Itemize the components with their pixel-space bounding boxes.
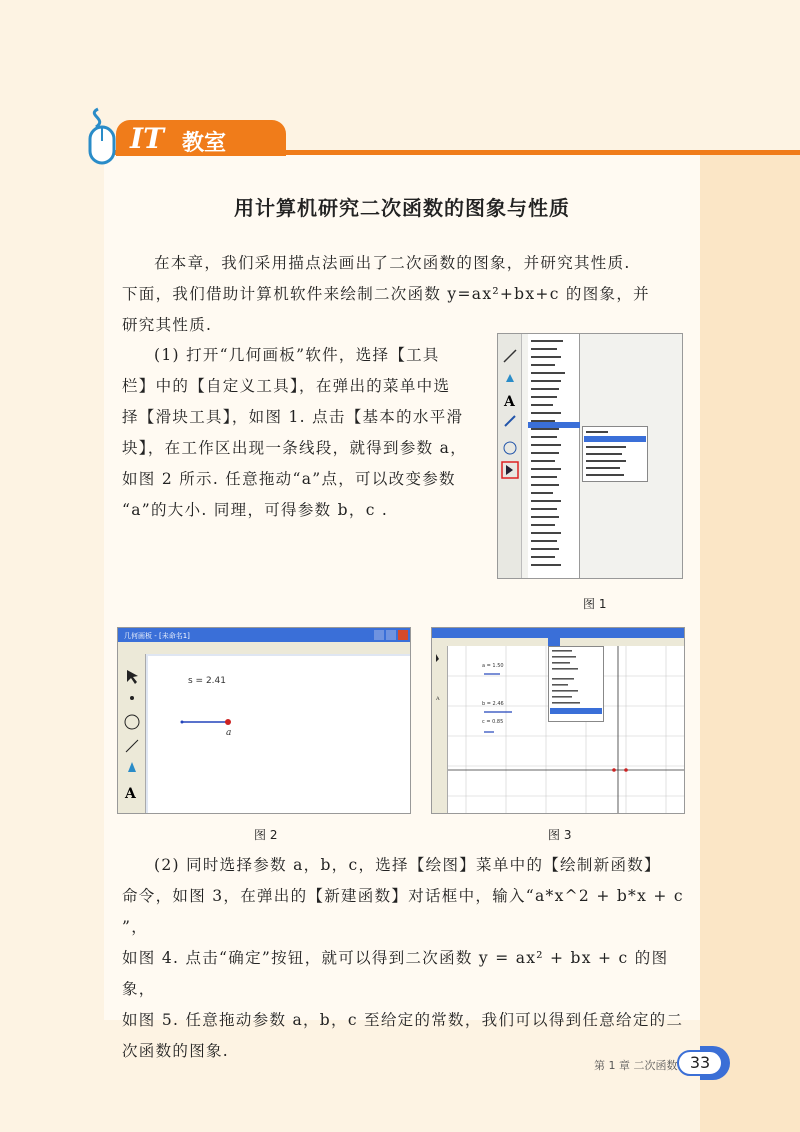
maximize-button[interactable] (386, 630, 396, 640)
page-number: 33 (677, 1050, 723, 1076)
intro-line: 研究其性质. (122, 316, 213, 334)
step2-paragraph (122, 850, 688, 1067)
step1-line: (1) 打开“几何画板”软件，选择【工具 (154, 346, 440, 364)
step2-line: 如图 4. 点击“确定”按钮，就可以得到二次函数 y = ax² + bx + c 的图象， (122, 949, 669, 998)
intro-line: 下面，我们借助计算机软件来绘制二次函数 y=ax²+bx+c 的图象，并 (122, 285, 650, 303)
figure-2-sketchpad-window (117, 627, 411, 814)
badge-it: IT (130, 122, 164, 155)
step1-line: 如图 2 所示. 任意拖动“a”点，可以改变参数 (122, 470, 456, 488)
toolbar-icons (500, 344, 520, 494)
step1-paragraph (122, 340, 476, 526)
slider-value: s = 2.41 (188, 676, 226, 686)
step2-line: 次函数的图象. (122, 1042, 230, 1060)
toolbox-icons (122, 668, 144, 808)
minimize-button[interactable] (374, 630, 384, 640)
param-a: a = 1.50 (482, 663, 504, 669)
chapter-label: 第 1 章 二次函数 (594, 1059, 678, 1072)
figure-1-menu-screenshot (497, 333, 683, 579)
param-b: b = 2.46 (482, 701, 504, 707)
submenu-rows (584, 428, 646, 480)
figure-3-caption: 图 3 (548, 828, 572, 842)
page-margin (700, 150, 800, 1132)
menu-bar[interactable] (118, 642, 411, 654)
svg-text:A: A (436, 696, 440, 702)
figure-2-caption: 图 2 (254, 828, 278, 842)
step2-line: 命令，如图 3，在弹出的【新建函数】对话框中，输入“a*x^2 + b*x + c ”， (122, 887, 684, 936)
svg-text:A: A (504, 394, 515, 410)
step1-line: 块】，在工作区出现一条线段，就得到参数 a， (122, 439, 468, 457)
badge-text: 教室 (182, 131, 227, 156)
step1-line: 栏】中的【自定义工具】，在弹出的菜单中选 (122, 377, 451, 395)
step2-line: (2) 同时选择参数 a，b，c，选择【绘图】菜单中的【绘制新函数】 (154, 856, 661, 874)
graph-menu-items (550, 648, 602, 720)
it-classroom-badge (116, 120, 286, 156)
figure-3-graph-menu (431, 627, 685, 814)
window-title: 几何画板 - [未命名1] (124, 632, 190, 640)
intro-paragraph (122, 248, 688, 341)
param-c: c = 0.85 (482, 719, 504, 725)
slider-point-label: a (226, 728, 232, 738)
window-titlebar (432, 628, 685, 638)
page-title: 用计算机研究二次函数的图象与性质 (234, 196, 570, 220)
graph-menu[interactable] (548, 638, 560, 646)
step2-line: 如图 5. 任意拖动参数 a，b，c 至给定的常数，我们可以得到任意给定的二 (122, 1011, 684, 1029)
figure-1-caption: 图 1 (583, 597, 607, 611)
step1-line: 择【滑块工具】，如图 1. 点击【基本的水平滑 (122, 408, 464, 426)
step1-line: “a”的大小. 同理，可得参数 b，c . (122, 501, 389, 519)
menu-rows (528, 336, 580, 576)
intro-line: 在本章，我们采用描点法画出了二次函数的图象，并研究其性质. (154, 254, 631, 272)
svg-text:A: A (125, 786, 136, 802)
close-button[interactable] (398, 630, 408, 640)
